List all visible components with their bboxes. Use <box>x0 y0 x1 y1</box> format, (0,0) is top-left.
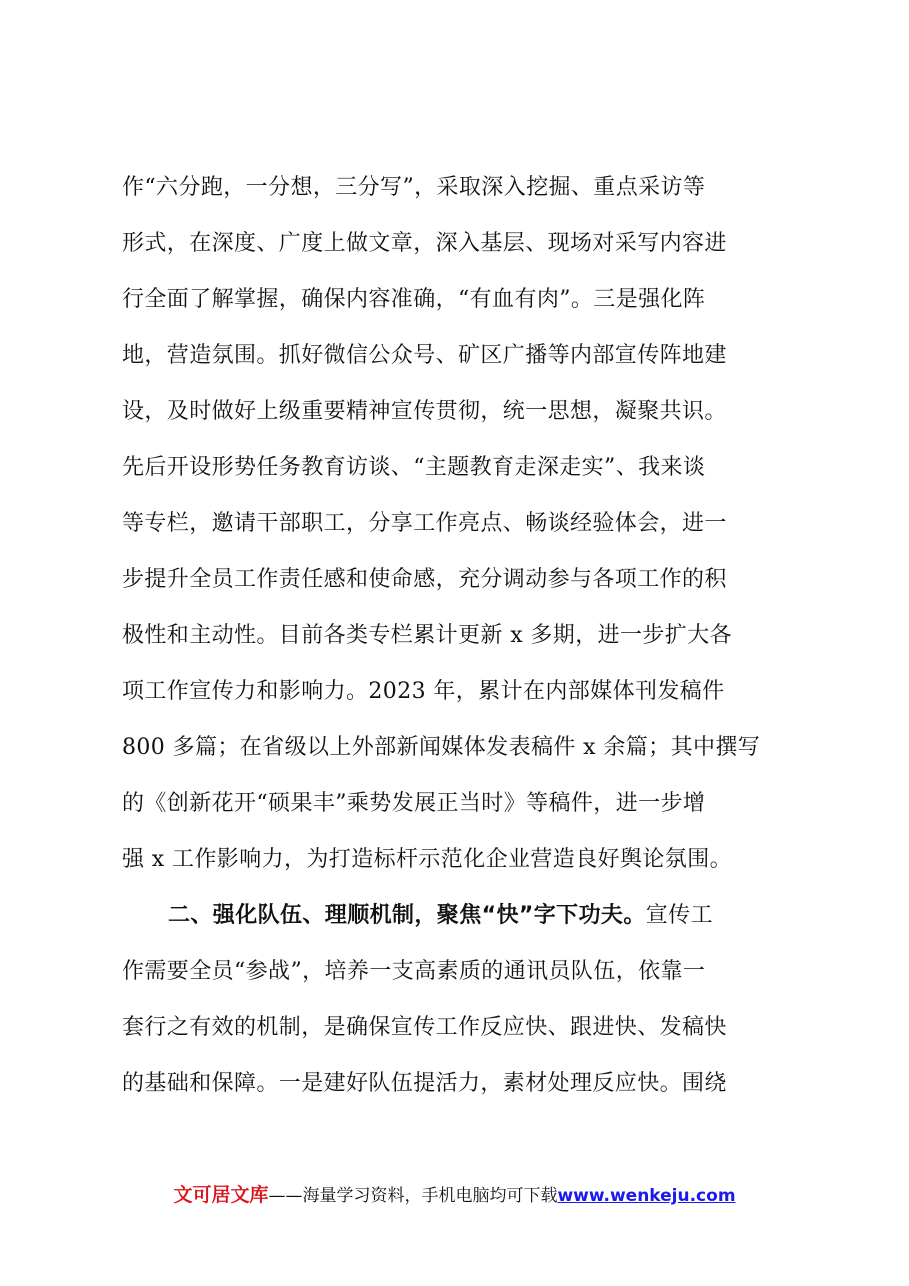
footer-website-link[interactable]: www.wenkeju.com <box>557 1186 736 1206</box>
paragraph-line: 项工作宣传力和影响力。2023 年，累计在内部媒体刊发稿件 <box>122 679 725 704</box>
section-line: 套行之有效的机制，是确保宣传工作反应快、跟进快、发稿快 <box>122 1015 727 1040</box>
paragraph-line: 地，营造氛围。抓好微信公众号、矿区广播等内部宣传阵地建 <box>122 343 727 368</box>
paragraph-line: 800 多篇；在省级以上外部新闻媒体发表稿件 x 余篇；其中撰写 <box>122 735 761 760</box>
paragraph-line: 等专栏，邀请干部职工，分享工作亮点、畅谈经验体会，进一 <box>122 511 727 536</box>
paragraph-line: 形式，在深度、广度上做文章，深入基层、现场对采写内容进 <box>122 231 727 256</box>
section-line: 的基础和保障。一是建好队伍提活力，素材处理反应快。围绕 <box>122 1071 727 1096</box>
footer-banner <box>0 1180 909 1207</box>
section-line: 作需要全员“参战”，培养一支高素质的通讯员队伍，依靠一 <box>122 959 706 984</box>
paragraph-line: 极性和主动性。目前各类专栏累计更新 x 多期，进一步扩大各 <box>122 623 732 648</box>
paragraph-line: 作“六分跑，一分想，三分写”，采取深入挖掘、重点采访等 <box>122 175 706 200</box>
paragraph-line: 强 x 工作影响力，为打造标杆示范化企业营造良好舆论氛围。 <box>122 847 732 872</box>
footer-brand: 文可居文库 <box>173 1184 269 1206</box>
paragraph-line: 先后开设形势任务教育访谈、“主题教育走深走实”、我来谈 <box>122 455 706 480</box>
section-first-line <box>122 888 790 944</box>
section-heading: 二、强化队伍、理顺机制，聚焦“快”字下功夫。 <box>168 903 646 928</box>
paragraph-line: 的《创新花开“硕果丰”乘势发展正当时》等稿件，进一步增 <box>122 791 706 816</box>
paragraph-line: 行全面了解掌握，确保内容准确，“有血有肉”。三是强化阵 <box>122 287 706 312</box>
section-first-line-text: 宣传工 <box>645 903 713 928</box>
document-body <box>122 160 790 1112</box>
paragraph-line: 步提升全员工作责任感和使命感，充分调动参与各项工作的积 <box>122 567 727 592</box>
footer-slogan: ——海量学习资料，手机电脑均可下载 <box>268 1186 558 1206</box>
paragraph-line: 设，及时做好上级重要精神宣传贯彻，统一思想，凝聚共识。 <box>122 399 727 424</box>
